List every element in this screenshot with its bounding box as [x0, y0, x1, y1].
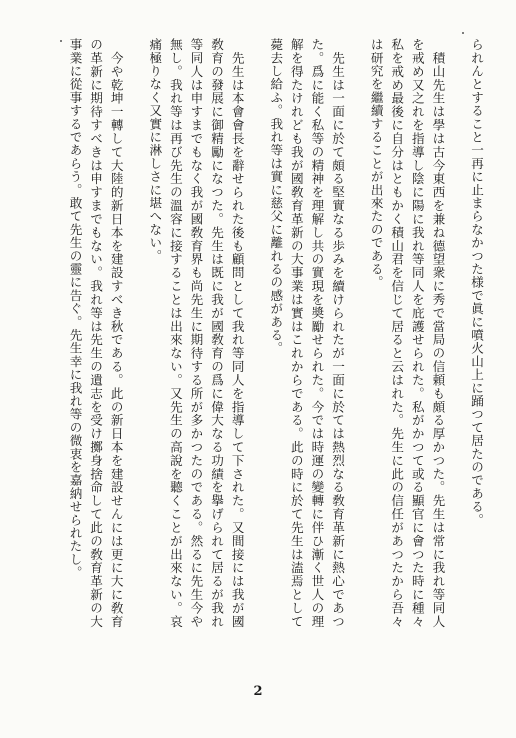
- page-number: 2: [253, 684, 263, 699]
- paragraph-trust: 積山先生は學は古今東西を兼ね德望衆に秀で當局の信頼も頗る厚かつた。先生は常に我れ等同人を戒め又之れを指導し陰に陽に我れ等同人を庇護せられた。私がかつて或る顯官に會つた時に種々私を戒め最後に自分はともかく積山君を信じて居ると云はれた。先生に此の信任があつたから吾々は研究を繼續することが出來たのである。: [368, 38, 446, 628]
- paragraph-continuation: られんとすること一再に止まらなかつた様で眞に噴火山上に踊つて居たのである。: [469, 38, 484, 527]
- paragraph-reform: 先生は一面に於て頗る堅實なる歩みを續けられたが一面に於ては熱烈なる敎育革新に熱心であつた。爲に能く私等の精神を理解し共の實現を奬勵せられた。今では時運の變轉に伴ひ漸く世人の理解を得たけれども我が國敎育革新の大事業は實はこれからである。此の時に於て先生は溘焉として薨去し給ふ。我れ等は實に慈父に離れるの感がある。: [268, 38, 346, 628]
- paragraph-new-japan: 今や乾坤一轉して大陸的新日本を建設すべき秋である。此の新日本を建設せんには更に大に敎育の革新に期待すべきは申すまでもない。我れ等は先生の遺志を受け擲身捨命して此の敎育革新の大事業に從事するであらう。敢て先生の靈に告ぐ。先生幸に我れ等の微衷を嘉納せられたし。: [67, 38, 124, 628]
- body-text: [26, 38, 486, 628]
- paragraph-guidance: 先生は本會會長を辭せられた後も顧問として我れ等同人を指導して下された。又間接には我が國敎育の發展に御精勵になつた。先生は既に我が國敎育の爲に偉大なる功績を擧げられて居るが我れ等同人は申すまでもなく我が國敎育界も尚先生に期待する所が多かつたのである。然るに先生今や無し。我れ等は再び先生の溫容に接することは出來ない。又先生の高說を聽くことが出來ない。哀痛極りなく又實に淋しさに堪へない。: [147, 38, 245, 628]
- paper-speck: [462, 32, 464, 34]
- paper-speck: [60, 40, 62, 42]
